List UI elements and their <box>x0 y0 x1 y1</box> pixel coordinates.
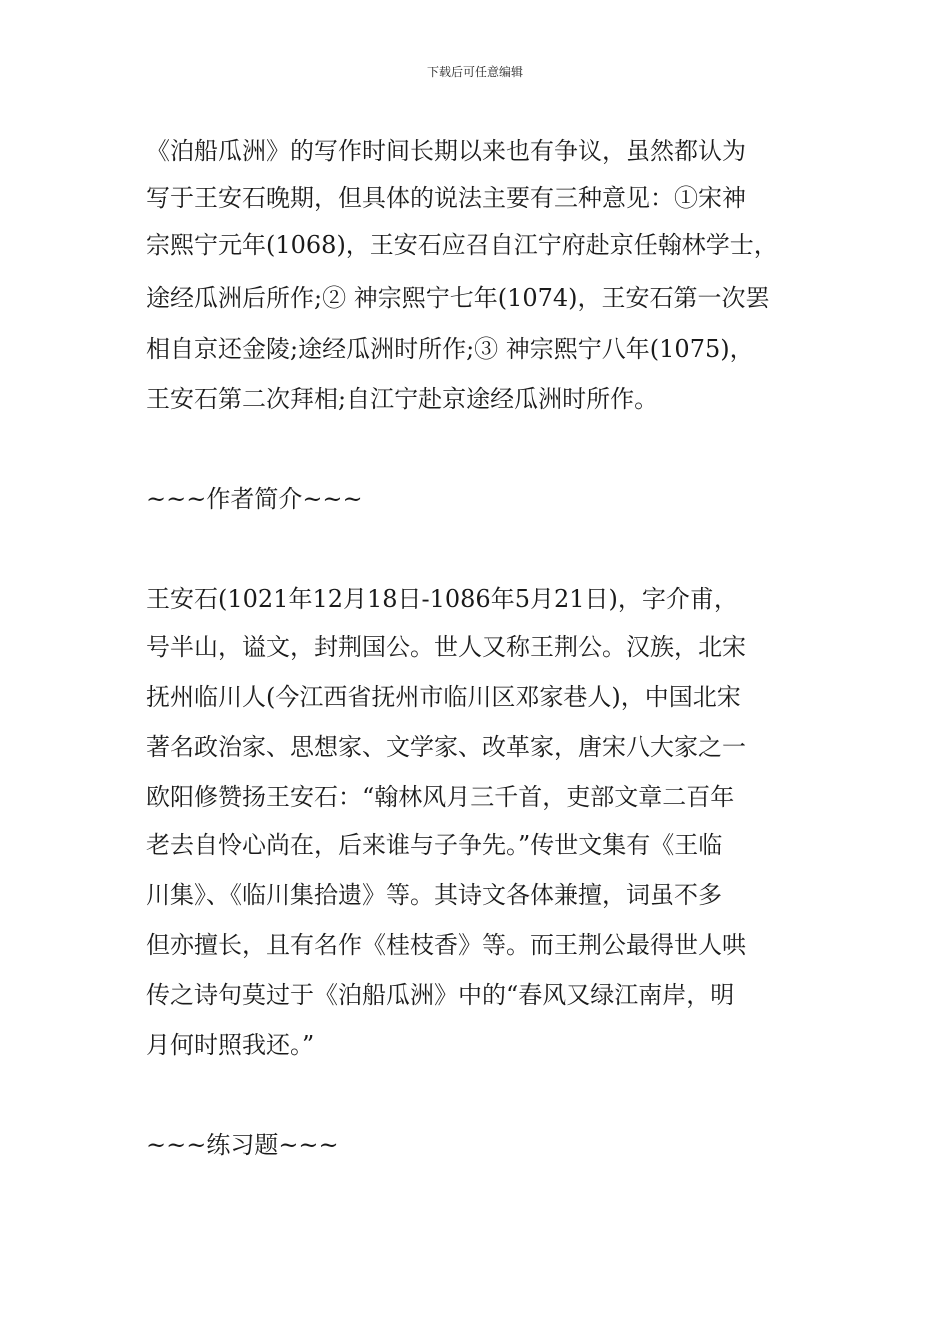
paragraph-1-line: 途经瓜洲后所作;② 神宗熙宁七年(1074)，王安石第一次罢 <box>146 284 770 312</box>
author-line: 号半山，谥文，封荆国公。世人又称王荆公。汉族，北宋 <box>146 633 746 661</box>
author-line: 欧阳修赞扬王安石：“翰林风月三千首，吏部文章二百年 <box>146 783 735 811</box>
author-line: 王安石(1021年12月18日-1086年5月21日)，字介甫， <box>146 585 738 613</box>
section-heading-exercise: ~~~练习题~~~ <box>146 1131 339 1159</box>
paragraph-1-line: 相自京还金陵;途经瓜洲时所作;③ 神宗熙宁八年(1075)， <box>146 335 754 363</box>
author-line: 著名政治家、思想家、文学家、改革家，唐宋八大家之一 <box>146 733 746 761</box>
author-line: 老去自怜心尚在，后来谁与子争先。”传世文集有《王临 <box>146 831 723 859</box>
author-line: 月何时照我还。” <box>146 1031 315 1059</box>
paragraph-1-line: 写于王安石晚期，但具体的说法主要有三种意见：①宋神 <box>146 184 746 212</box>
paragraph-1-line: 王安石第二次拜相;自江宁赴京途经瓜洲时所作。 <box>146 385 659 413</box>
author-line: 但亦擅长，且有名作《桂枝香》等。而王荆公最得世人哄 <box>146 931 746 959</box>
paragraph-1-line: 《泊船瓜洲》的写作时间长期以来也有争议，虽然都认为 <box>146 137 746 165</box>
author-line: 抚州临川人(今江西省抚州市临川区邓家巷人)，中国北宋 <box>146 683 741 711</box>
paragraph-1-line: 宗熙宁元年(1068)，王安石应召自江宁府赴京任翰林学士， <box>146 231 778 259</box>
author-line: 传之诗句莫过于《泊船瓜洲》中的“春风又绿江南岸，明 <box>146 981 735 1009</box>
author-line: 川集》、《临川集拾遗》等。其诗文各体兼擅，词虽不多 <box>146 881 722 909</box>
header-note: 下载后可任意编辑 <box>426 65 523 79</box>
section-heading-author: ~~~作者简介~~~ <box>146 485 363 513</box>
